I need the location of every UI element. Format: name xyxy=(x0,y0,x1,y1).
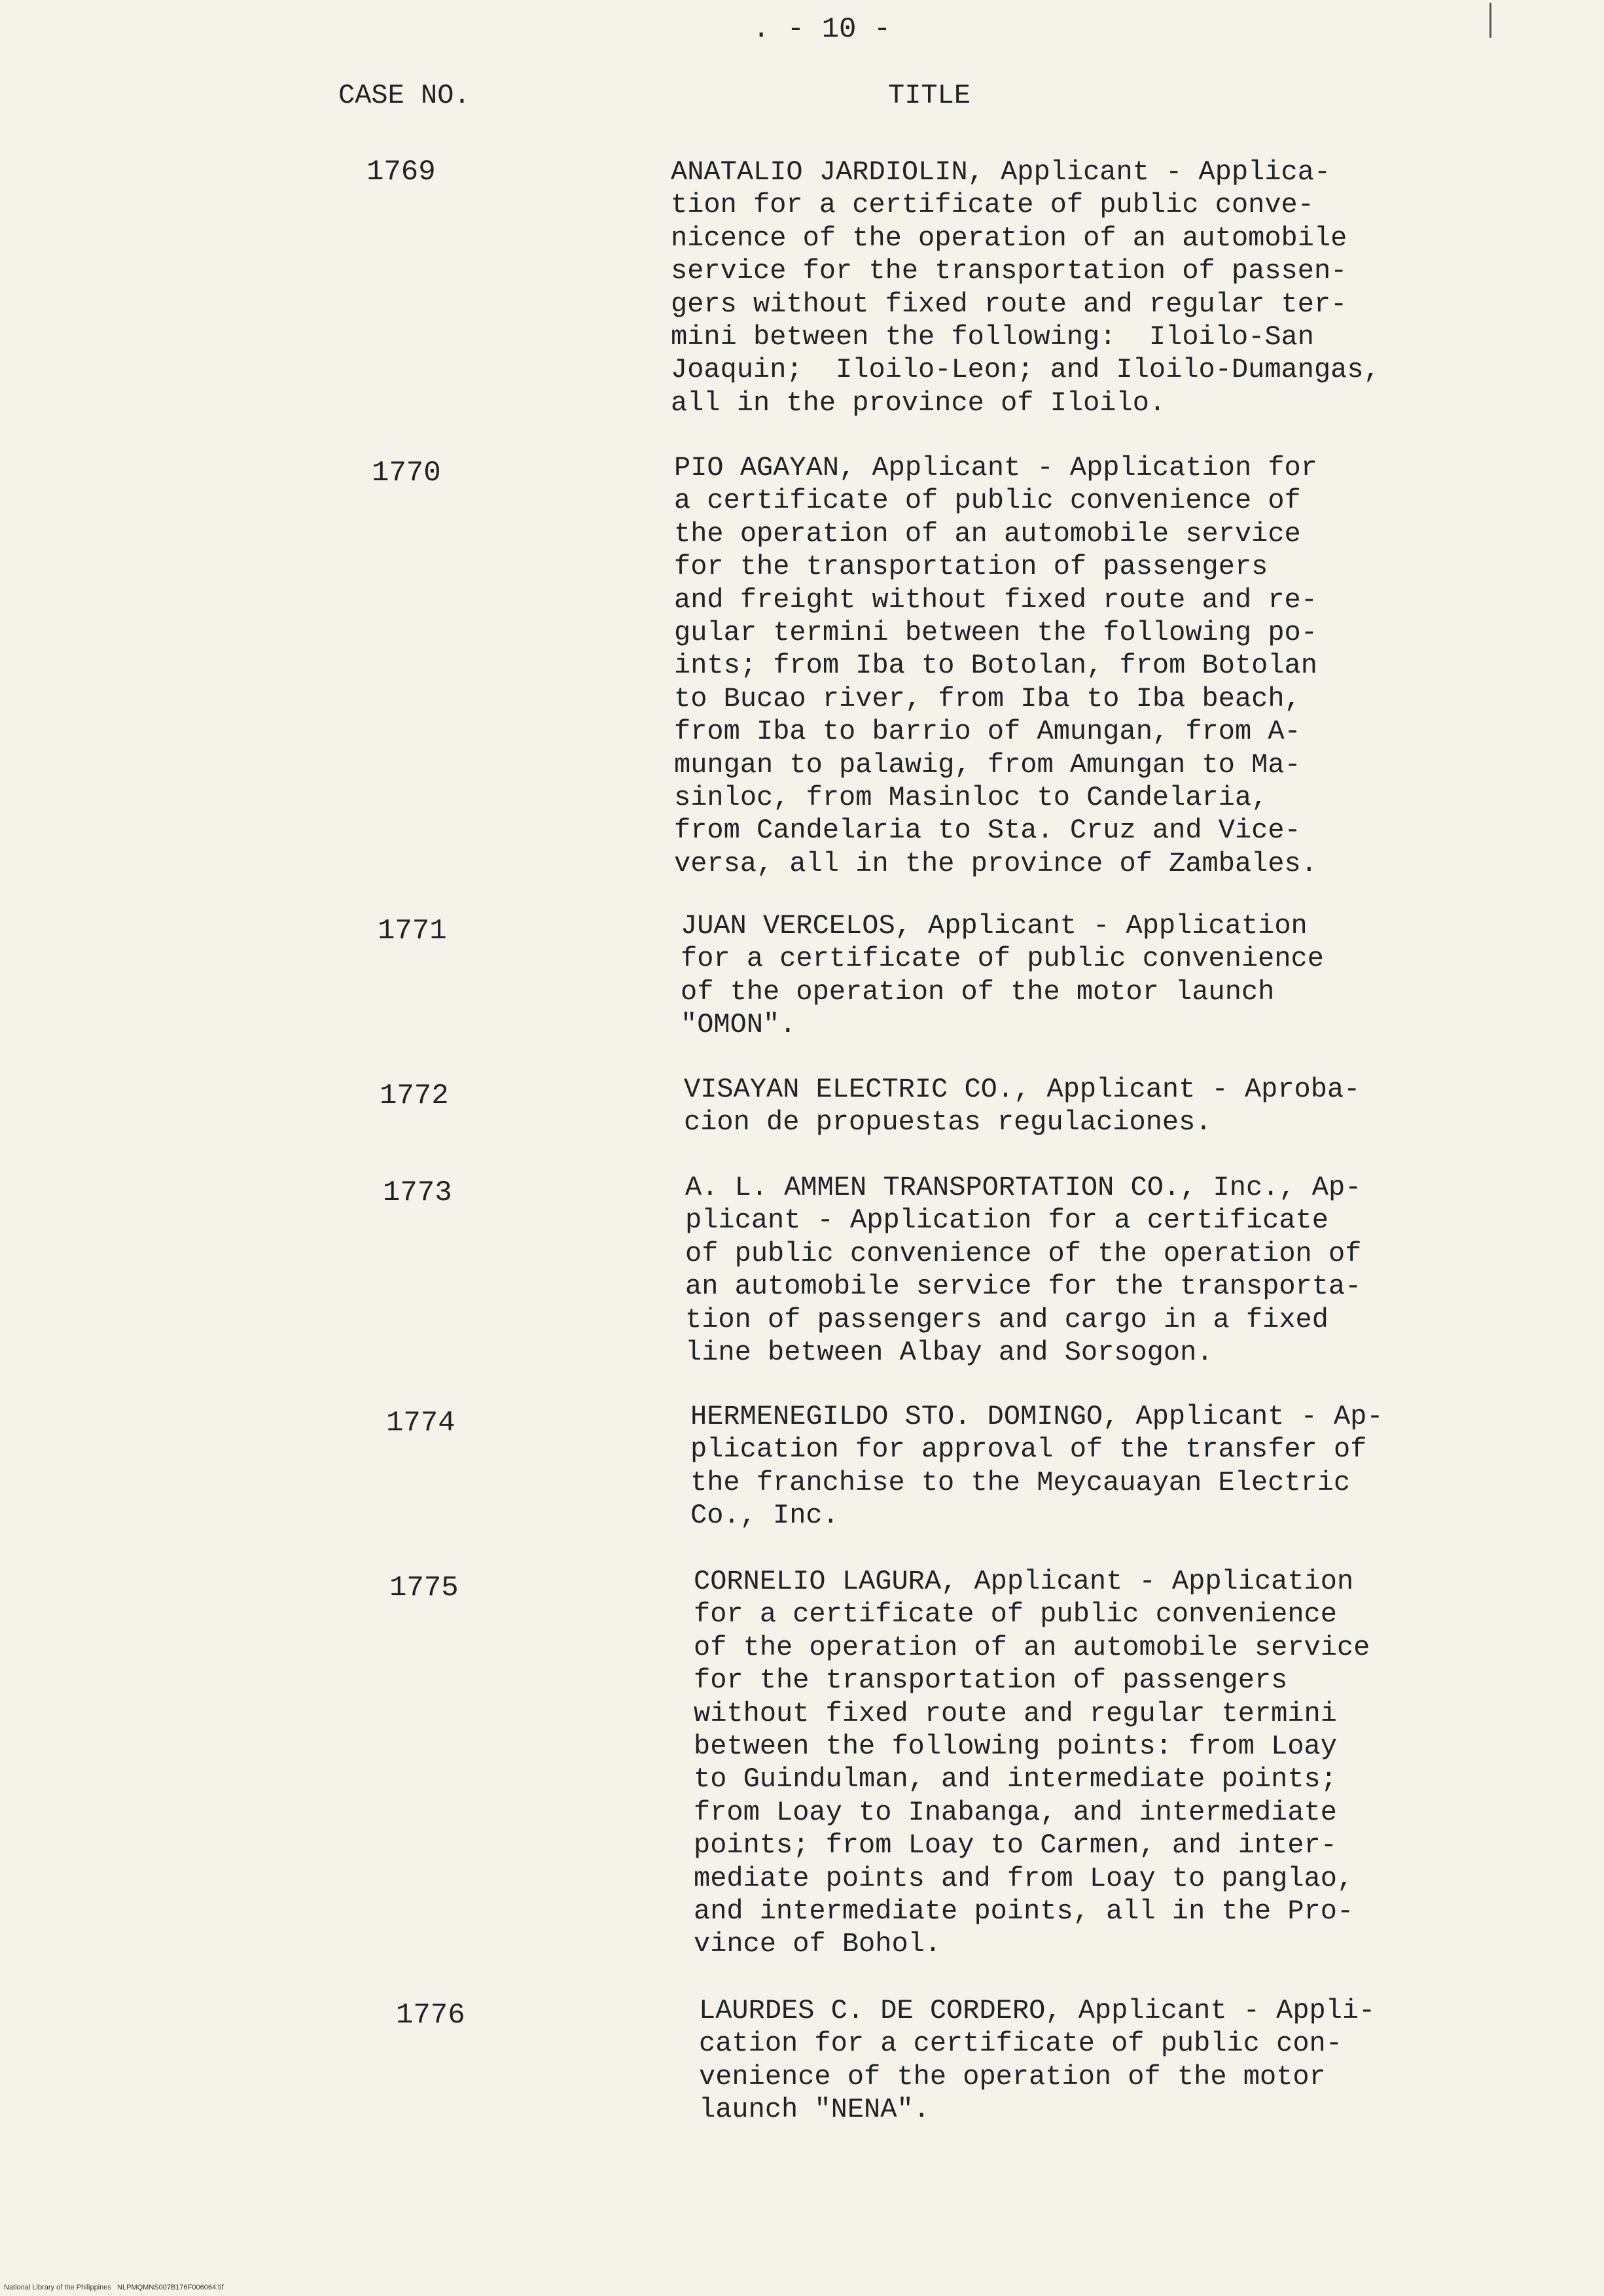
archive-footer: National Library of the Philippines NLPMQMNS007B176F006064.tif xyxy=(4,2284,224,2291)
case-title: VISAYAN ELECTRIC CO., Applicant - Aproba- cion de propuestas regulaciones. xyxy=(684,1074,1361,1139)
case-number: 1770 xyxy=(372,457,441,489)
case-number: 1771 xyxy=(378,915,447,947)
case-title: JUAN VERCELOS, Applicant - Application for a certificate of public convenience of the operation of the motor launch "OMON". xyxy=(681,910,1324,1041)
case-title: A. L. AMMEN TRANSPORTATION CO., Inc., Ap- plicant - Application for a certificate of public convenience of the operation of an automobile service for the transporta- tion of passengers and cargo in a fixed line between Albay and Sorsogon. xyxy=(685,1172,1362,1369)
case-no-header: CASE NO. xyxy=(338,80,471,111)
case-title: ANATALIO JARDIOLIN, Applicant - Applica- tion for a certificate of public conve- nicence of the operation of an automobile service for the transportation of passen- gers without fixed route and regular ter- mini between the following: Iloilo-San Joaquin; Iloilo-Leon; and Iloilo-Dumangas, all in the province of Iloilo. xyxy=(671,156,1380,419)
case-title: HERMENEGILDO STO. DOMINGO, Applicant - Ap- plication for approval of the transfer of the franchise to the Meycauayan Electric Co., Inc. xyxy=(690,1401,1383,1532)
case-title: PIO AGAYAN, Applicant - Application for a certificate of public convenience of the operation of an automobile service for the transportation of passengers and freight without fixed route and re- gular termini between the following po- ints; from Iba to Botolan, from Botolan to Bucao river, from Iba to Iba beach, from Iba to barrio of Amungan, from A- mungan to palawig, from Amungan to Ma- sinloc, from Masinloc to Candelaria, from Candelaria to Sta. Cruz and Vice- versa, all in the province of Zambales. xyxy=(674,452,1317,879)
case-number: 1769 xyxy=(366,156,436,188)
case-title: LAURDES C. DE CORDERO, Applicant - Appli- cation for a certificate of public con- venience of the operation of the motor launch "NENA". xyxy=(699,1995,1376,2126)
case-title: CORNELIO LAGURA, Applicant - Application for a certificate of public convenience of the operation of an automobile service for the transportation of passengers without fixed route and regular termini between the following points: from Loay to Guindulman, and intermediate points; from Loay to Inabanga, and intermediate points; from Loay to Carmen, and inter- mediate points and from Loay to panglao, and intermediate points, all in the Pro- vince of Bohol. xyxy=(694,1566,1370,1960)
case-number: 1776 xyxy=(396,1999,465,2032)
case-number: 1774 xyxy=(386,1407,455,1439)
title-header: TITLE xyxy=(888,80,971,111)
case-number: 1772 xyxy=(380,1080,449,1112)
page-number: . - 10 - xyxy=(753,13,891,46)
edge-mark xyxy=(1489,3,1491,38)
case-number: 1775 xyxy=(389,1572,459,1604)
case-number: 1773 xyxy=(383,1176,452,1209)
